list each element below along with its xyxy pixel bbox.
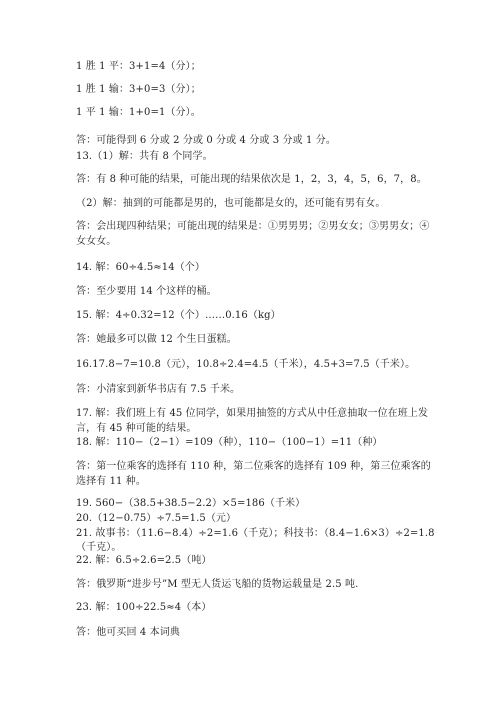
text-line: 答：会出现四种结果；可能出现的结果是：①男男男；②男女女；③男男女；④ (76, 221, 430, 232)
text-line: 19. 560−（38.5+38.5−2.2）×5=186（千米） (76, 498, 306, 509)
text-line: 答：可能得到 6 分或 2 分或 0 分或 4 分或 3 分或 1 分。 (76, 135, 336, 146)
text-line: （2）解：抽到的可能都是男的，也可能都是女的，还可能有男有女。 (76, 198, 386, 209)
text-line: 15. 解：4÷0.32=12（个）……0.16（kg） (76, 310, 281, 321)
text-line: 选择有 11 种。 (76, 476, 146, 487)
text-line: 16.17.8−7=10.8（元），10.8÷2.4=4.5（千米），4.5+3=7.5（千米）。 (76, 359, 416, 370)
text-line: 23. 解：100÷22.5≈4（本） (76, 602, 212, 613)
text-line: 答：她最多可以做 12 个生日蛋糕。 (76, 334, 237, 345)
text-line: 言，有 45 种可能的结果。 (76, 423, 197, 434)
text-line: 答：小清家到新华书店有 7.5 千米。 (76, 384, 241, 395)
text-line: 21. 故事书：（11.6−8.4）÷2=1.6（千克）；科技书：（8.4−1.6×3）÷2=1.8 (76, 528, 435, 539)
text-line: 18. 解：110−（2−1）=109（种），110−（100−1）=11（种） (76, 437, 383, 448)
text-line: 13.（1）解：共有 8 个同学。 (76, 151, 213, 162)
text-line: 1 胜 1 输：3+0=3（分）； (76, 84, 201, 95)
text-line: 答：至少要用 14 个这样的桶。 (76, 286, 217, 297)
text-line: 1 平 1 输：1+0=1（分）。 (76, 107, 201, 118)
text-line: 女女女。 (76, 236, 117, 247)
text-line: 1 胜 1 平：3+1=4（分）； (76, 61, 201, 72)
text-line: 答：他可买回 4 本词典 (76, 627, 180, 638)
text-line: 答：第一位乘客的选择有 110 种，第二位乘客的选择有 109 种，第三位乘客的 (76, 461, 431, 472)
text-line: 答：有 8 种可能的结果，可能出现的结果依次是 1，2，3，4，5，6，7，8。 (76, 174, 427, 185)
text-line: 20.（12−0.75）÷7.5=1.5（元） (76, 513, 237, 524)
text-line: 17. 解：我们班上有 45 位同学，如果用抽签的方式从中任意抽取一位在班上发 (76, 408, 429, 419)
text-line: （千克）。 (76, 542, 122, 553)
text-line: 14. 解：60÷4.5≈14（个） (76, 262, 205, 273)
text-line: 22. 解：6.5÷2.6=2.5（吨） (76, 555, 212, 566)
text-line: 答：俄罗斯“进步号”M 型无人货运飞船的货物运载量是 2.5 吨. (76, 579, 359, 590)
